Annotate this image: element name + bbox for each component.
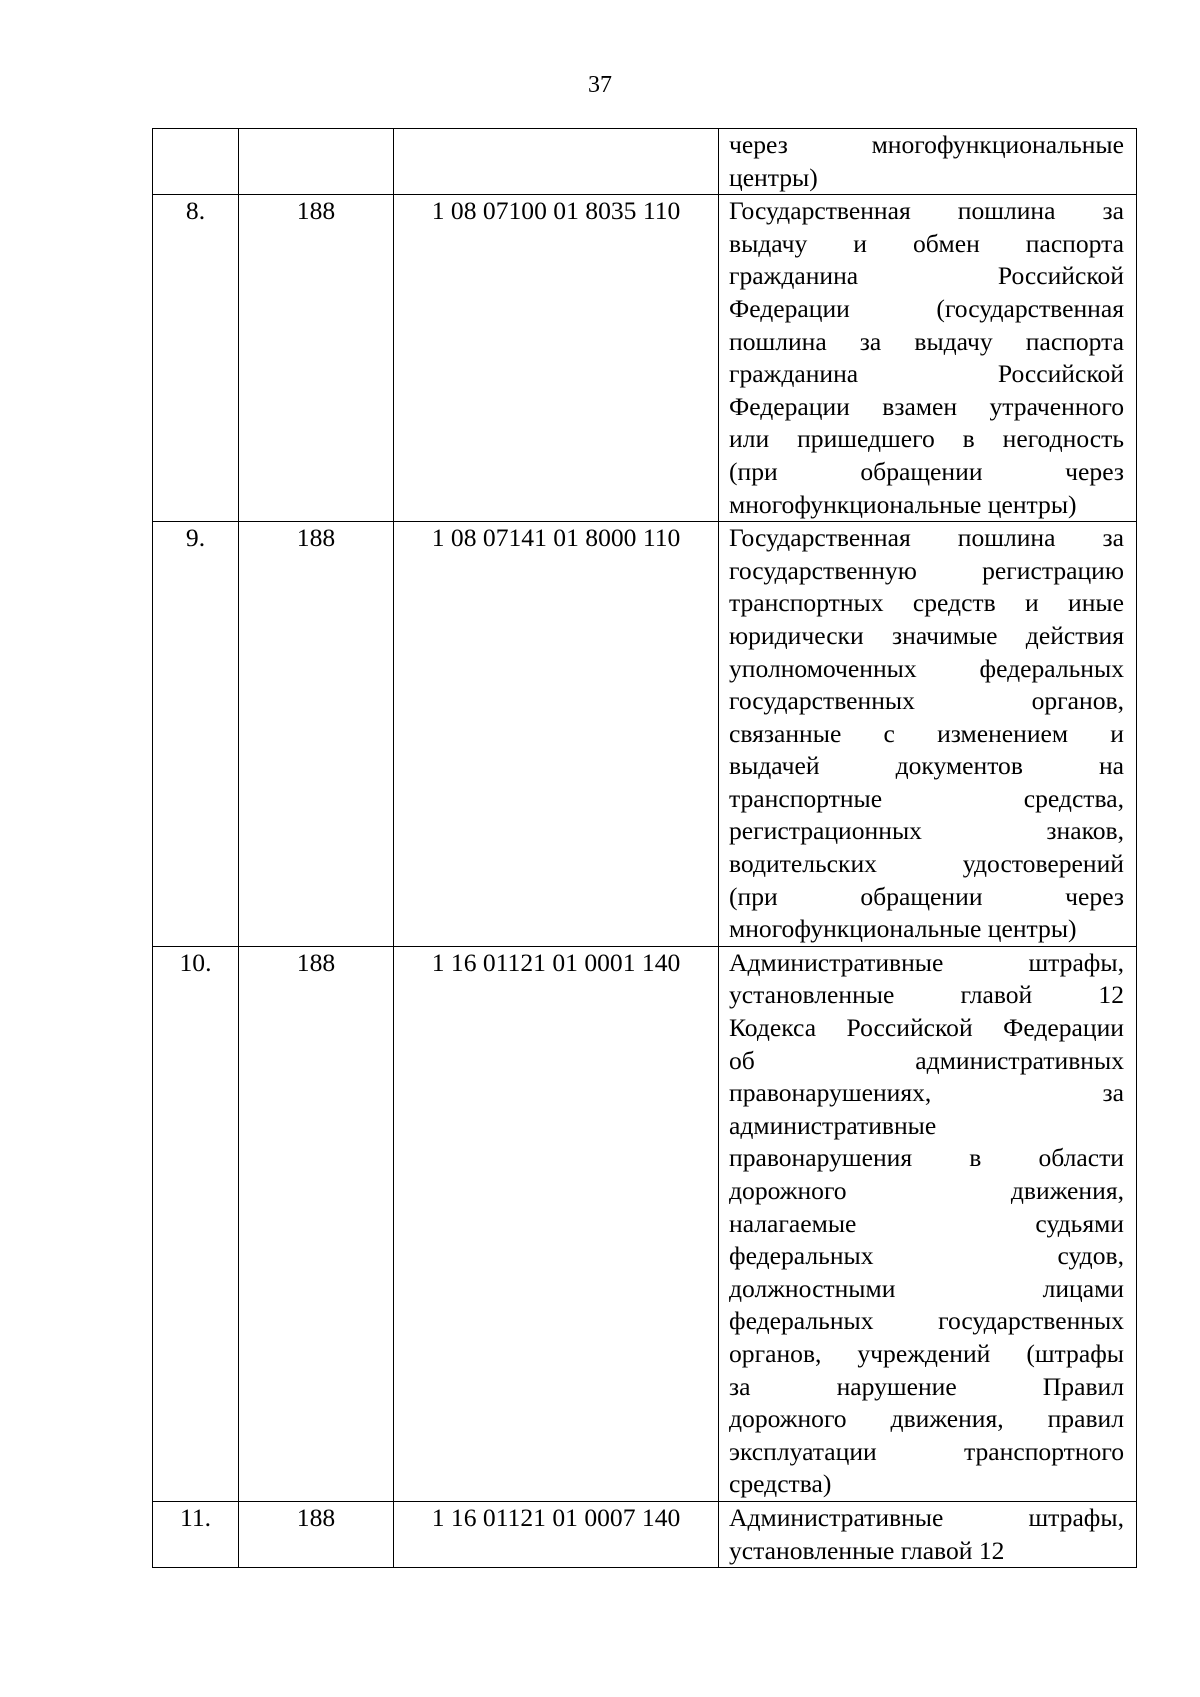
- table-row: [153, 1501, 1137, 1567]
- description-line: транспортные средства,: [729, 783, 1124, 813]
- description-line: правонарушения в области: [729, 1143, 1124, 1173]
- description-line: многофункциональные центры): [729, 489, 1077, 519]
- table-row: [153, 195, 1137, 522]
- description-line: регистрационных знаков,: [729, 816, 1124, 846]
- page-number: 37: [588, 72, 612, 98]
- description-line: центры): [729, 162, 818, 192]
- description-line: правонарушениях, за: [729, 1078, 1124, 1108]
- description-line: должностными лицами: [729, 1273, 1124, 1303]
- description-line: установленные главой 12: [729, 980, 1124, 1010]
- description-cell: [719, 195, 1137, 522]
- description-cell: [719, 946, 1137, 1501]
- description-line: юридически значимые действия: [729, 620, 1124, 650]
- description-line: органов, учреждений (штрафы: [729, 1338, 1124, 1368]
- description-line: налагаемые судьями: [729, 1208, 1124, 1238]
- admin-code-cell: [239, 129, 394, 195]
- row-number-cell: 11.: [153, 1501, 239, 1567]
- description-line: Государственная пошлина за: [729, 196, 1124, 226]
- description-line: федеральных государственных: [729, 1306, 1124, 1336]
- kbk-code-cell: 1 08 07100 01 8035 110: [394, 195, 719, 522]
- row-number-cell: 10.: [153, 946, 239, 1501]
- description-line: (при обращении через: [729, 456, 1124, 486]
- description-line: Административные штрафы,: [729, 1502, 1124, 1532]
- description-line: через многофункциональные: [729, 130, 1124, 159]
- kbk-code-cell: 1 08 07141 01 8000 110: [394, 522, 719, 947]
- kbk-code-cell: 1 16 01121 01 0001 140: [394, 946, 719, 1501]
- description-line: эксплуатации транспортного: [729, 1436, 1124, 1466]
- admin-code-cell: 188: [239, 946, 394, 1501]
- description-line: Федерации (государственная: [729, 293, 1124, 323]
- row-number-cell: [153, 129, 239, 195]
- description-line: Федерации взамен утраченного: [729, 391, 1124, 421]
- table-row: [153, 946, 1137, 1501]
- description-line: водительских удостоверений: [729, 849, 1124, 879]
- admin-code-cell: 188: [239, 1501, 394, 1567]
- description-line: связанные с изменением и: [729, 718, 1124, 748]
- row-number-cell: 8.: [153, 195, 239, 522]
- description-line: Государственная пошлина за: [729, 523, 1124, 553]
- description-line: Административные штрафы,: [729, 947, 1124, 977]
- description-line: пошлина за выдачу паспорта: [729, 326, 1124, 356]
- description-line: дорожного движения,: [729, 1176, 1124, 1205]
- description-line: административные: [729, 1110, 937, 1140]
- description-line: гражданина Российской: [729, 359, 1124, 389]
- description-line: федеральных судов,: [729, 1241, 1124, 1271]
- description-cell: [719, 1501, 1137, 1567]
- description-line: многофункциональные центры): [729, 914, 1077, 944]
- description-line: выдачей документов на: [729, 751, 1124, 781]
- table-row: [153, 129, 1137, 195]
- description-cell: [719, 522, 1137, 947]
- admin-code-cell: 188: [239, 522, 394, 947]
- description-line: (при обращении через: [729, 881, 1124, 911]
- kbk-code-cell: [394, 129, 719, 195]
- kbk-code-cell: 1 16 01121 01 0007 140: [394, 1501, 719, 1567]
- description-line: установленные главой 12: [729, 1535, 1005, 1565]
- description-line: гражданина Российской: [729, 261, 1124, 291]
- row-number-cell: 9.: [153, 522, 239, 947]
- budget-code-table: [152, 128, 1137, 1568]
- description-line: дорожного движения, правил: [729, 1404, 1124, 1434]
- admin-code-cell: 188: [239, 195, 394, 522]
- description-line: за нарушение Правил: [729, 1371, 1124, 1401]
- table-row: [153, 522, 1137, 947]
- description-line: транспортных средств и иные: [729, 588, 1124, 618]
- description-line: государственных органов,: [729, 686, 1124, 716]
- description-line: выдачу и обмен паспорта: [729, 228, 1124, 258]
- description-line: государственную регистрацию: [729, 555, 1124, 585]
- description-cell: [719, 129, 1137, 195]
- description-line: Кодекса Российской Федерации: [729, 1013, 1124, 1043]
- description-line: средства): [729, 1469, 832, 1499]
- table-body: [153, 129, 1137, 1568]
- description-line: или пришедшего в негодность: [729, 424, 1124, 454]
- description-line: об административных: [729, 1045, 1124, 1075]
- description-line: уполномоченных федеральных: [729, 653, 1124, 683]
